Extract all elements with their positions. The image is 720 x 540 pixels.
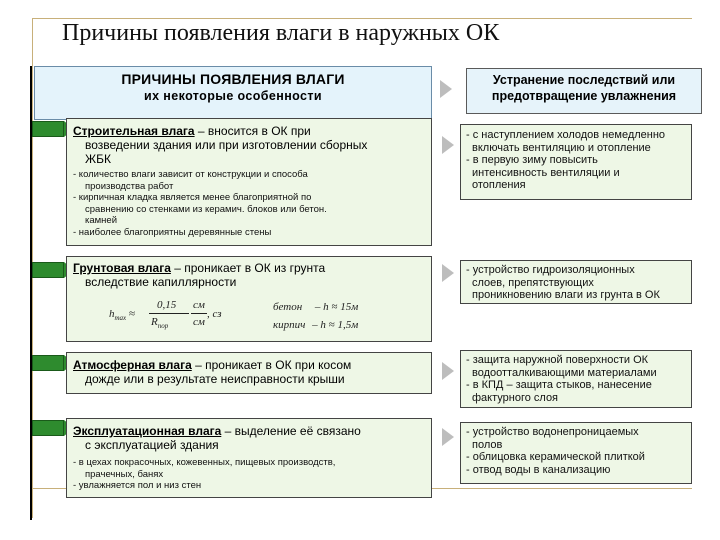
cause-1-marker-icon: [32, 121, 64, 137]
formula-unit-bar: [191, 313, 207, 314]
cause-1-desc-3: ЖБК: [85, 152, 111, 166]
cause-3-arrow-icon: [442, 362, 454, 380]
cause-2-desc-1: – проникает в ОК из грунта: [170, 261, 326, 275]
cause-4-marker-icon: [32, 420, 64, 436]
solution-1-line: интенсивность вентиляции и: [472, 166, 620, 179]
cause-1-desc-2: возведении здания или при изготовлении сборных: [85, 138, 368, 152]
formula-unit-tail: , сз: [207, 308, 222, 320]
cause-4-notes: [73, 457, 427, 492]
solutions-header-line2: предотвращение увлажнения: [491, 89, 677, 103]
solution-3-line: фактурного слоя: [472, 391, 559, 404]
solution-4-line: - отвод воды в канализацию: [466, 463, 611, 476]
solution-1-line: - в первую зиму повысить: [466, 154, 598, 166]
solution-3-box: [460, 350, 692, 408]
cause-3-desc-1: – проникает в ОК при косом: [191, 358, 352, 372]
cause-2-box: [66, 256, 432, 342]
solution-4-line: - облицовка керамической плиткой: [466, 451, 645, 463]
cause-3-title: Атмосферная влага: [73, 358, 192, 372]
solution-4-text: [466, 426, 690, 476]
causes-header-subtitle: их некоторые особенности: [143, 89, 322, 103]
formula-fraction-bar: [149, 313, 189, 314]
solution-4-box: [460, 422, 692, 484]
solution-1-text: [466, 129, 690, 192]
solution-2-line: проникновению влаги из грунта в ОК: [472, 289, 660, 301]
solutions-header-line1: Устранение последствий или: [492, 73, 676, 87]
cause-1-note: - наиболее благоприятны деревянные стены: [73, 226, 272, 238]
solution-1-line: отопления: [472, 179, 526, 191]
top-rule: [32, 18, 692, 19]
solution-2-line: - устройство гидроизоляционных: [466, 264, 635, 276]
cause-4-note: - увлажняется пол и низ стен: [73, 480, 202, 491]
causes-header: [34, 66, 432, 120]
formula-denominator-sub: пор: [157, 322, 169, 331]
material-height: – h ≈ 15м: [314, 301, 359, 313]
cause-1-title: Строительная влага: [73, 124, 195, 138]
cause-1-box: [66, 118, 432, 246]
solution-2-line: слоев, препятствующих: [472, 276, 594, 289]
solution-1-box: [460, 124, 692, 200]
cause-1-arrow-icon: [442, 136, 454, 154]
cause-3-desc-2: дожде или в результате неисправности крыши: [85, 372, 345, 386]
cause-3-box: [66, 352, 432, 394]
cause-4-title: Эксплуатационная влага: [73, 424, 222, 438]
solution-4-line: - устройство водонепроницаемых: [466, 426, 639, 438]
solutions-header: [466, 68, 702, 114]
formula-unit-num: см: [193, 299, 205, 311]
solution-3-line: - в КПД – защита стыков, нанесение: [466, 379, 652, 391]
solution-3-line: - защита наружной поверхности ОК: [466, 354, 649, 366]
cause-2-title: Грунтовая влага: [73, 261, 171, 275]
cause-4-box: [66, 418, 432, 498]
solution-1-line: - с наступлением холодов немедленно: [466, 129, 666, 141]
causes-header-title: ПРИЧИНЫ ПОЯВЛЕНИЯ ВЛАГИ: [121, 71, 345, 87]
formula-numerator: 0,15: [157, 299, 177, 311]
material-name: кирпич: [273, 319, 306, 331]
cause-2-text: [73, 261, 427, 289]
slide-title: Причины появления влаги в наружных ОК: [62, 20, 500, 46]
cause-2-marker-icon: [32, 262, 64, 278]
solution-3-text: [466, 354, 690, 404]
cause-4-note: прачечных, банях: [85, 468, 164, 480]
cause-4-note: - в цехах покрасочных, кожевенных, пищевых производств,: [73, 457, 336, 468]
solution-4-line: полов: [472, 438, 503, 451]
cause-1-note: - количество влаги зависит от конструкции и способа: [73, 169, 308, 180]
material-height: – h ≈ 1,5м: [312, 319, 359, 331]
cause-1-text: [73, 124, 427, 166]
cause-2-desc-2: вследствие капиллярности: [85, 275, 237, 289]
cause-4-desc-2: с эксплуатацией здания: [85, 438, 219, 452]
cause-1-note: производства работ: [85, 180, 174, 192]
cause-1-desc-1: – вносится в ОК при: [194, 124, 311, 138]
formula-lhs: h: [109, 308, 115, 320]
formula-lhs-sub: max: [114, 314, 127, 323]
header-arrow-icon: [440, 80, 452, 98]
cause-1-note: камней: [85, 215, 118, 226]
cause-4-arrow-icon: [442, 428, 454, 446]
solution-2-box: [460, 260, 692, 304]
cause-1-note: - кирпичная кладка является менее благоприятной по: [73, 192, 312, 203]
capillary-formula: $h_{max}$ ≈ 0,15 $R_{пор}$ см см , сз: [109, 299, 222, 331]
solution-1-line: включать вентиляцию и отопление: [472, 141, 651, 154]
formula-unit-den: см: [193, 316, 205, 328]
solution-3-line: водоотталкивающими материалами: [472, 366, 657, 379]
cause-1-note: сравнению со стенками из керамич. блоков или бетон.: [85, 203, 327, 215]
cause-1-notes: [73, 169, 427, 238]
solution-2-text: [466, 264, 690, 302]
cause-4-desc-1: – выделение её связано: [221, 424, 361, 438]
formula-denominator: R: [151, 316, 158, 328]
cause-4-text: [73, 424, 427, 452]
material-name: бетон: [273, 301, 303, 313]
cause-2-arrow-icon: [442, 264, 454, 282]
cause-3-text: [73, 358, 427, 386]
cause-3-marker-icon: [32, 355, 64, 371]
material-heights: [273, 301, 423, 331]
